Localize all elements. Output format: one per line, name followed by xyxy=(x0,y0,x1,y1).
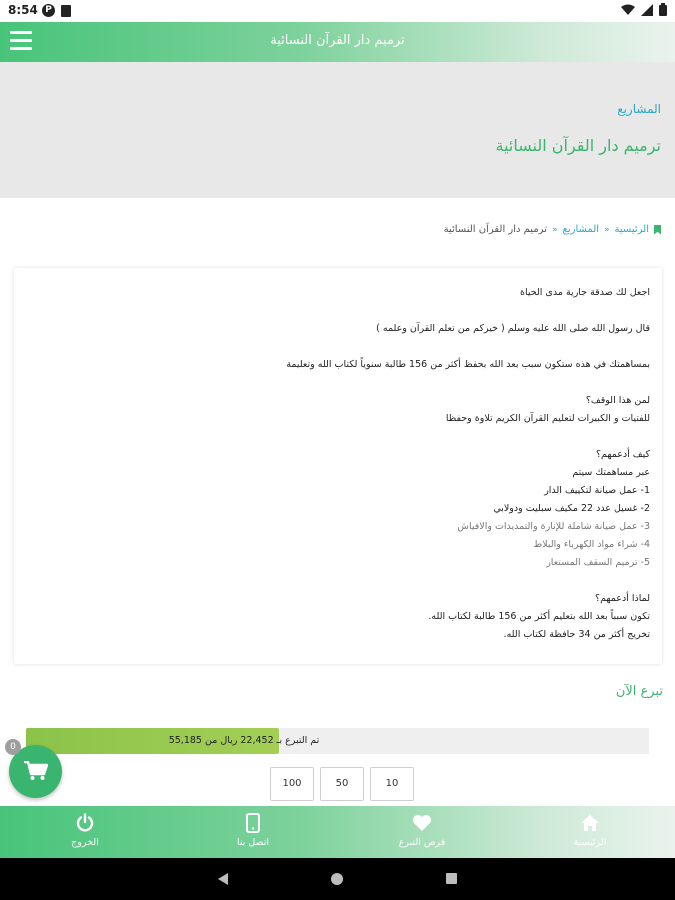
content-line: عبر مساهمتك سيتم xyxy=(572,467,650,478)
bottom-navigation xyxy=(0,806,675,858)
heart-icon xyxy=(412,814,432,832)
bookmark-icon xyxy=(654,225,661,235)
amount-10-button[interactable]: 10 xyxy=(370,767,414,801)
content-line: للفتيات و الكبيرات لتعليم القرآن الكريم تلاوة وحفظا xyxy=(445,413,650,424)
cart-icon xyxy=(24,761,48,781)
amount-100-button[interactable]: 100 xyxy=(270,767,314,801)
system-navigation-bar xyxy=(0,858,675,900)
header-category-link[interactable]: المشاريع xyxy=(617,102,661,116)
content-line: قال رسول الله صلى الله عليه وسلم ( خيركم من تعلم القرآن وعلمه ) xyxy=(376,323,650,334)
content-line: تخريج أكثر من 34 حافظة لكتاب الله. xyxy=(503,629,650,640)
nav-logout-label: الخروج xyxy=(71,837,99,848)
content-line: بمساهمتك في هذه ستكون سبب بعد الله بحفظ أكثر من 156 طالبة سنوياً لكتاب الله وتعليمة xyxy=(286,359,650,370)
content-line: كيف أدعمهم؟ xyxy=(595,449,650,460)
wifi-icon xyxy=(621,4,635,16)
content-line: 5- ترميم السقف المستعار xyxy=(546,557,650,568)
battery-icon xyxy=(659,3,667,16)
page-title: ترميم دار القرآن النسائية xyxy=(495,136,661,155)
app-bar xyxy=(0,22,675,62)
nav-donation-opportunities[interactable] xyxy=(362,812,482,848)
breadcrumb-home-link[interactable]: الرئيسية xyxy=(614,224,649,235)
donation-progress-bar xyxy=(26,728,649,754)
home-circle-icon[interactable] xyxy=(331,873,343,885)
content-spacer xyxy=(286,338,650,356)
breadcrumb-separator: » xyxy=(604,224,610,235)
power-icon xyxy=(75,813,95,833)
breadcrumb xyxy=(444,224,661,235)
nav-home-label: الرئيسية xyxy=(573,837,607,848)
nav-contact[interactable] xyxy=(193,812,313,848)
content-spacer xyxy=(286,572,650,590)
content-line: تكون سبباً بعد الله بتعليم أكثر من 156 طالبة لكتاب الله. xyxy=(428,611,650,622)
breadcrumb-projects-link[interactable]: المشاريع xyxy=(562,224,600,235)
page-header xyxy=(0,62,675,198)
project-description-card xyxy=(14,268,662,664)
amount-50-button[interactable]: 50 xyxy=(320,767,364,801)
content-line: 1- عمل صيانة لتكييف الدار xyxy=(544,485,650,496)
donate-now-title: تبرع الآن xyxy=(615,684,663,699)
notification-icon: P xyxy=(42,4,55,17)
breadcrumb-current: ترميم دار القرآن النسائية xyxy=(443,224,547,235)
content-spacer xyxy=(286,302,650,320)
back-icon[interactable] xyxy=(218,873,228,885)
app-title: ترميم دار القرآن النسائية xyxy=(270,33,405,48)
home-icon xyxy=(580,814,600,832)
content-line: لمن هذا الوقف؟ xyxy=(585,395,650,406)
content-line: لماذا أدعمهم؟ xyxy=(595,593,650,604)
nav-donation-label: فرص التبرع xyxy=(398,837,446,848)
sd-card-icon xyxy=(61,5,71,17)
phone-icon xyxy=(246,813,260,833)
content-spacer xyxy=(286,374,650,392)
nav-home[interactable] xyxy=(530,812,650,848)
status-bar xyxy=(0,0,675,22)
status-time: 8:54 xyxy=(8,3,38,17)
signal-icon xyxy=(641,4,653,16)
breadcrumb-separator: » xyxy=(552,224,558,235)
nav-contact-label: اتصل بنا xyxy=(236,837,270,848)
content-line: 4- شراء مواد الكهرباء والبلاط xyxy=(533,539,650,550)
nav-logout[interactable] xyxy=(25,812,145,848)
recent-apps-icon[interactable] xyxy=(446,873,457,884)
cart-count-badge: 0 xyxy=(5,739,21,755)
donation-progress-text: تم التبرع بـ 22,452 ريال من 55,185 xyxy=(168,735,320,746)
content-line: اجعل لك صدقة جارية مدى الحياة xyxy=(520,287,650,298)
donation-amount-options xyxy=(270,767,414,801)
content-line: 3- عمل صيانة شاملة للإنارة والتمديدات والافياش xyxy=(457,521,650,532)
content-spacer xyxy=(286,428,650,446)
project-description xyxy=(286,284,650,644)
content-line: 2- غسيل عدد 22 مكيف سبليت ودولابي xyxy=(493,503,650,514)
